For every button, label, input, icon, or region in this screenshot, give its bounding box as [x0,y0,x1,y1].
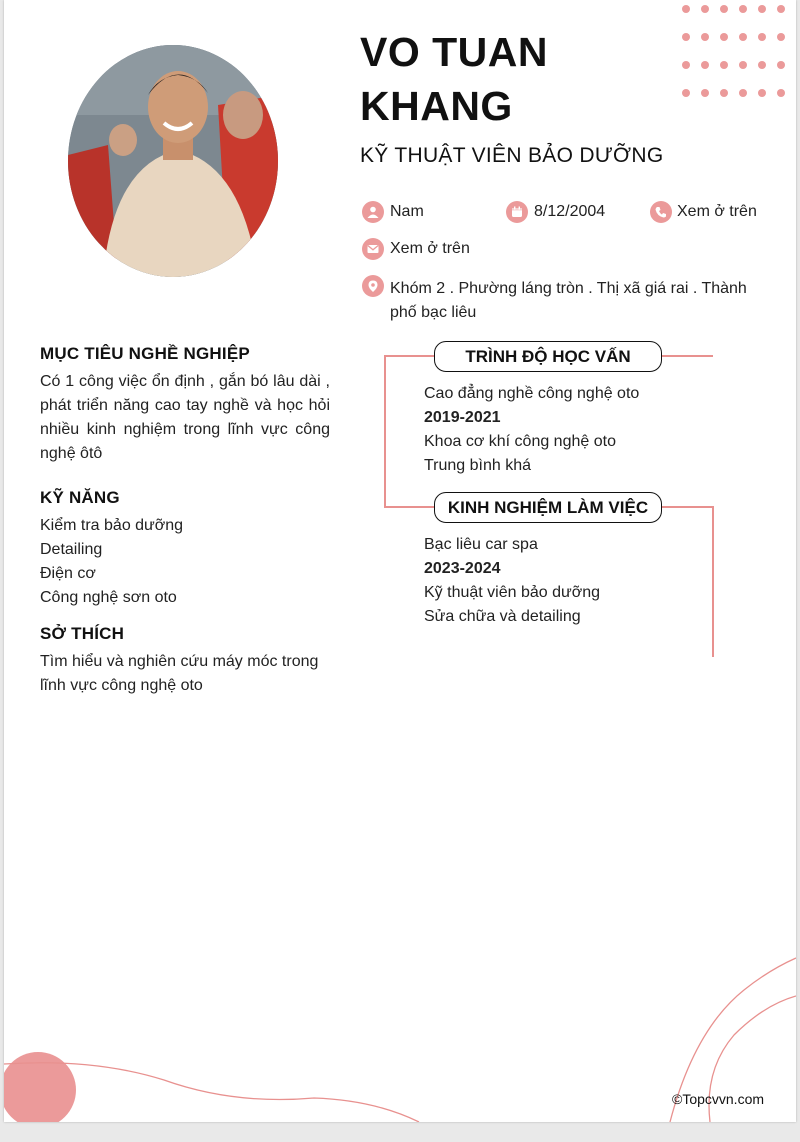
experience-duty: Sửa chữa và detailing [424,608,581,625]
address-value: Khóm 2 . Phường láng tròn . Thị xã giá rai . Thành phố bạc liêu [390,280,747,321]
skill-item: Kiểm tra bảo dưỡng [40,517,184,534]
education-grade: Trung bình khá [424,457,532,474]
job-title: KỸ THUẬT VIÊN BẢO DƯỠNG [360,144,664,167]
skill-item: Điện cơ [40,565,96,582]
hobbies-text: Tìm hiểu và nghiên cứu máy móc trong lĩnh vực công nghệ oto [40,653,319,694]
education-period: 2019-2021 [424,409,501,426]
name-line-1: VO TUAN [360,29,548,75]
phone-value: Xem ở trên [677,203,757,220]
skill-item: Công nghệ sơn oto [40,589,177,606]
experience-position: Kỹ thuật viên bảo dưỡng [424,584,600,601]
education-heading: TRÌNH ĐỘ HỌC VẤN [434,341,662,372]
education-major: Khoa cơ khí công nghệ oto [424,433,616,450]
experience-period: 2023-2024 [424,560,501,577]
cv-page [4,0,796,1122]
email-value: Xem ở trên [390,240,470,257]
dob-value: 8/12/2004 [534,203,606,220]
objective-heading: MỤC TIÊU NGHỀ NGHIỆP [40,344,250,363]
hobbies-heading: SỞ THÍCH [40,624,125,643]
gender-value: Nam [390,203,424,220]
education-school: Cao đẳng nghề công nghệ oto [424,385,640,402]
skills-heading: KỸ NĂNG [40,488,120,507]
experience-company: Bạc liêu car spa [424,536,538,553]
skill-item: Detailing [40,541,103,558]
name-line-2: KHANG [360,83,513,129]
copyright-text: ©Topcvvn.com [672,1091,765,1107]
objective-text: Có 1 công việc ổn định , gắn bó lâu dài , phát triển năng cao tay nghề và học hỏi nhiều kinh nghiệm trong lĩnh vực công nghệ ôtô [40,373,330,462]
experience-heading: KINH NGHIỆM LÀM VIỆC [434,492,662,523]
